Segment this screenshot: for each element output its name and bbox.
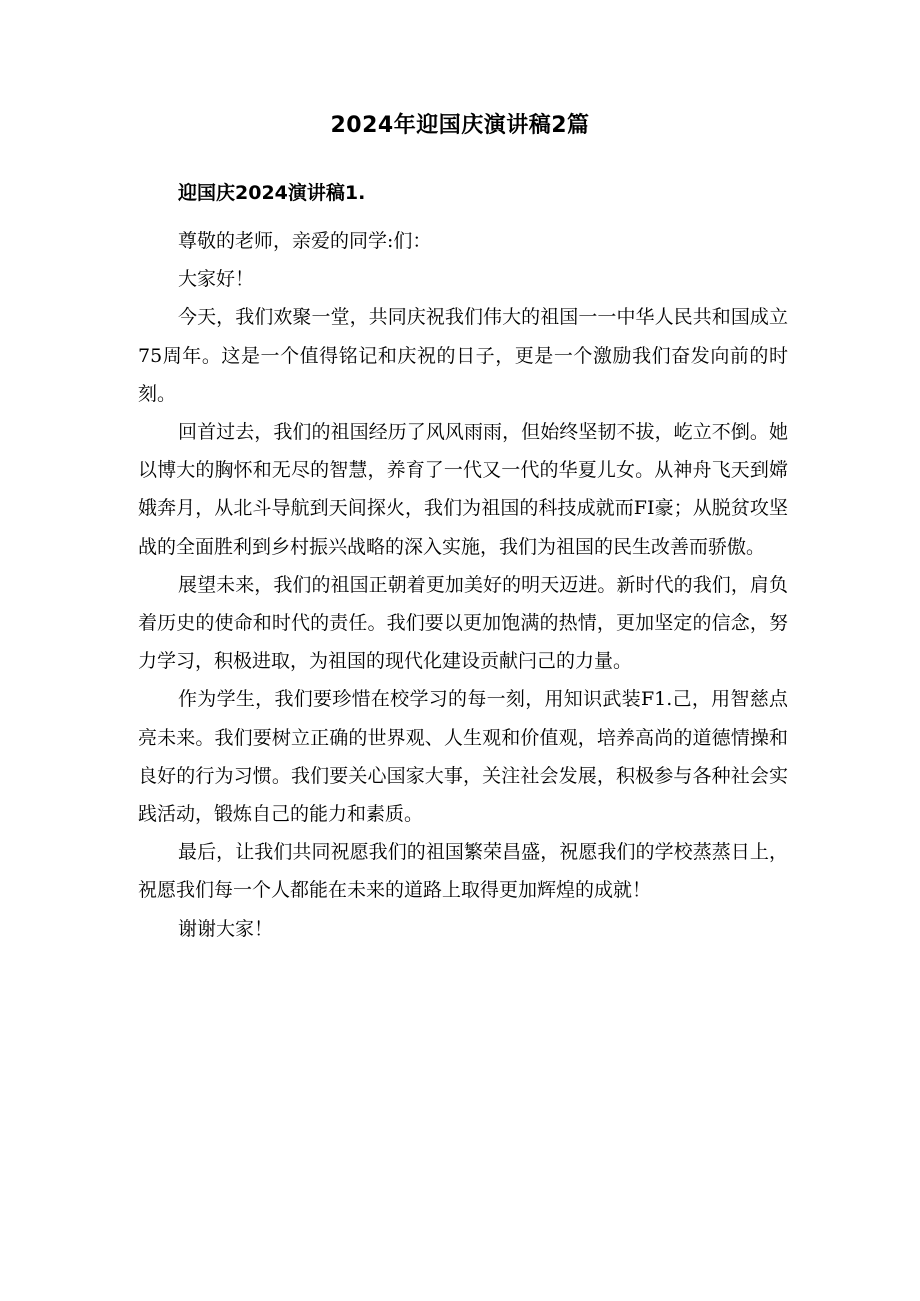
document-title: 2024年迎国庆演讲稿2篇 — [330, 113, 590, 138]
body-paragraph: 回首过去，我们的祖国经历了风风雨雨，但始终坚韧不拔，屹立不倒。她以博大的胸怀和无尽的智慧，养育了一代又一代的华夏儿女。从神舟飞天到嫦娥奔月，从北斗导航到天间探火，我们为祖国的科技成就而FI豪；从脱贫攻坚战的全面胜利到乡村振兴战略的深入实施，我们为祖国的民生改善而骄傲。 — [138, 421, 788, 558]
salutation-paragraph: 尊敬的老师，亲爱的同学:们： — [178, 230, 432, 252]
body-paragraph: 展望未来，我们的祖国正朝着更加美好的明天迈进。新时代的我们，肩负着历史的使命和时代的责任。我们要以更加饱满的热情，更加坚定的信念，努力学习，积极进取，为祖国的现代化建设贡献闩己的力量。 — [138, 573, 788, 673]
thanks-paragraph: 谢谢大家！ — [178, 917, 274, 940]
body-paragraph: 作为学生，我们要珍惜在校学习的每一刻，用知识武装F1.己，用智慈点亮未来。我们要树立正确的世界观、人生观和价值观，培养高尚的道德情操和良好的行为习惯。我们要关心国家大事，关注社会发展，积极参与各种社会实践活动，锻炼自己的能力和素质。 — [138, 688, 788, 826]
body-paragraph: 今天，我们欢聚一堂，共同庆祝我们伟大的祖国一一中华人民共和国成立75周年。这是一个值得铭记和庆祝的日子，更是一个激励我们奋发向前的时刻。 — [138, 306, 788, 405]
closing-paragraph: 最后，让我们共同祝愿我们的祖国繁荣昌盛，祝愿我们的学校蒸蒸日上，祝愿我们每一个人都能在未来的道路上取得更加辉煌的成就！ — [138, 841, 788, 902]
speech-body — [138, 222, 788, 948]
section-title: 迎国庆2024演讲稿1. — [178, 182, 366, 204]
greeting-paragraph: 大家好！ — [178, 268, 255, 291]
